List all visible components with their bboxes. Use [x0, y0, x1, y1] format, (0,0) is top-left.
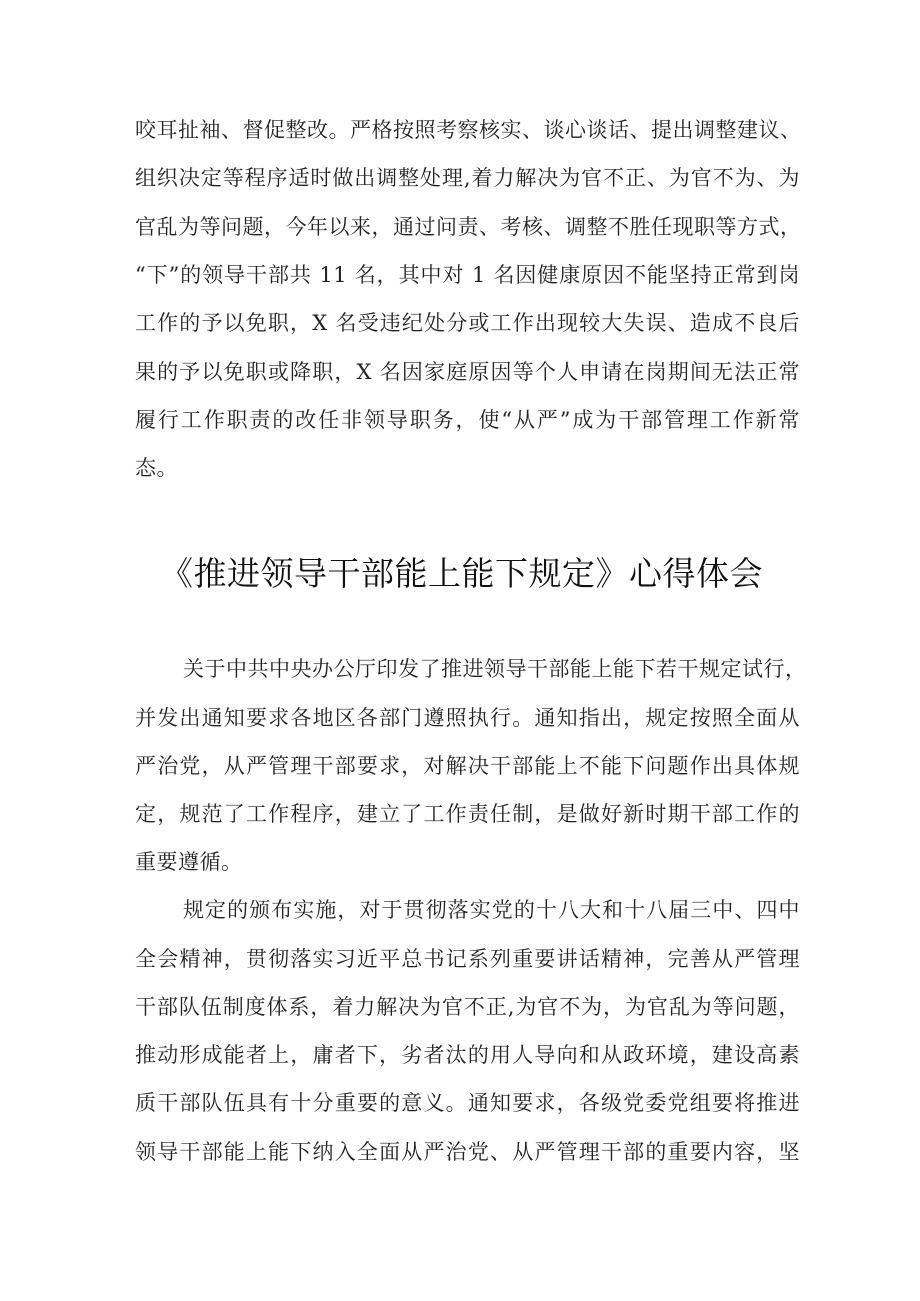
text-line: 咬耳扯袖、督促整改。严格按照考察核实、谈心谈话、提出调整建议、 [135, 118, 802, 142]
text-line: 关于中共中央办公厅印发了推进领导干部能上能下若干规定试行， [183, 657, 807, 681]
text-line: 重要遵循。 [135, 850, 243, 874]
text-line: “下”的领导干部共 11 名，其中对 1 名因健康原因不能坚持正常到岗 [135, 263, 800, 287]
text-line: 定，规范了工作程序，建立了工作责任制，是做好新时期干部工作的 [135, 802, 800, 826]
text-line: 质干部队伍具有十分重要的意义。通知要求，各级党委党组要将推进 [135, 1091, 800, 1115]
text-line: 官乱为等问题，今年以来，通过问责、考核、调整不胜任现职等方式， [135, 215, 802, 239]
text-line: 干部队伍制度体系，着力解决为官不正,为官不为，为官乱为等问题， [135, 995, 800, 1019]
text-line: 工作的予以免职，X 名受违纪处分或工作出现较大失误、造成不良后 [135, 311, 800, 335]
text-line: 组织决定等程序适时做出调整处理,着力解决为官不正、为官不为、为 [135, 166, 800, 190]
text-line: 推动形成能者上，庸者下，劣者汰的用人导向和从政环境，建设高素 [135, 1043, 800, 1067]
text-line: 严治党，从严管理干部要求，对解决干部能上不能下问题作出具体规 [135, 754, 800, 778]
text-line: 规定的颁布实施，对于贯彻落实党的十八大和十八届三中、四中 [183, 898, 800, 922]
text-line: 并发出通知要求各地区各部门遵照执行。通知指出，规定按照全面从 [135, 706, 800, 730]
article-title: 《推进领导干部能上能下规定》心得体会 [160, 554, 763, 593]
text-line: 全会精神，贯彻落实习近平总书记系列重要讲话精神，完善从严管理 [135, 947, 800, 971]
text-line: 领导干部能上能下纳入全面从严治党、从严管理干部的重要内容，坚 [135, 1140, 800, 1164]
text-line: 果的予以免职或降职，X 名因家庭原因等个人申请在岗期间无法正常 [135, 360, 800, 384]
text-line: 履行工作职责的改任非领导职务，使“从严”成为干部管理工作新常 [135, 408, 800, 432]
text-line: 态。 [135, 456, 178, 480]
